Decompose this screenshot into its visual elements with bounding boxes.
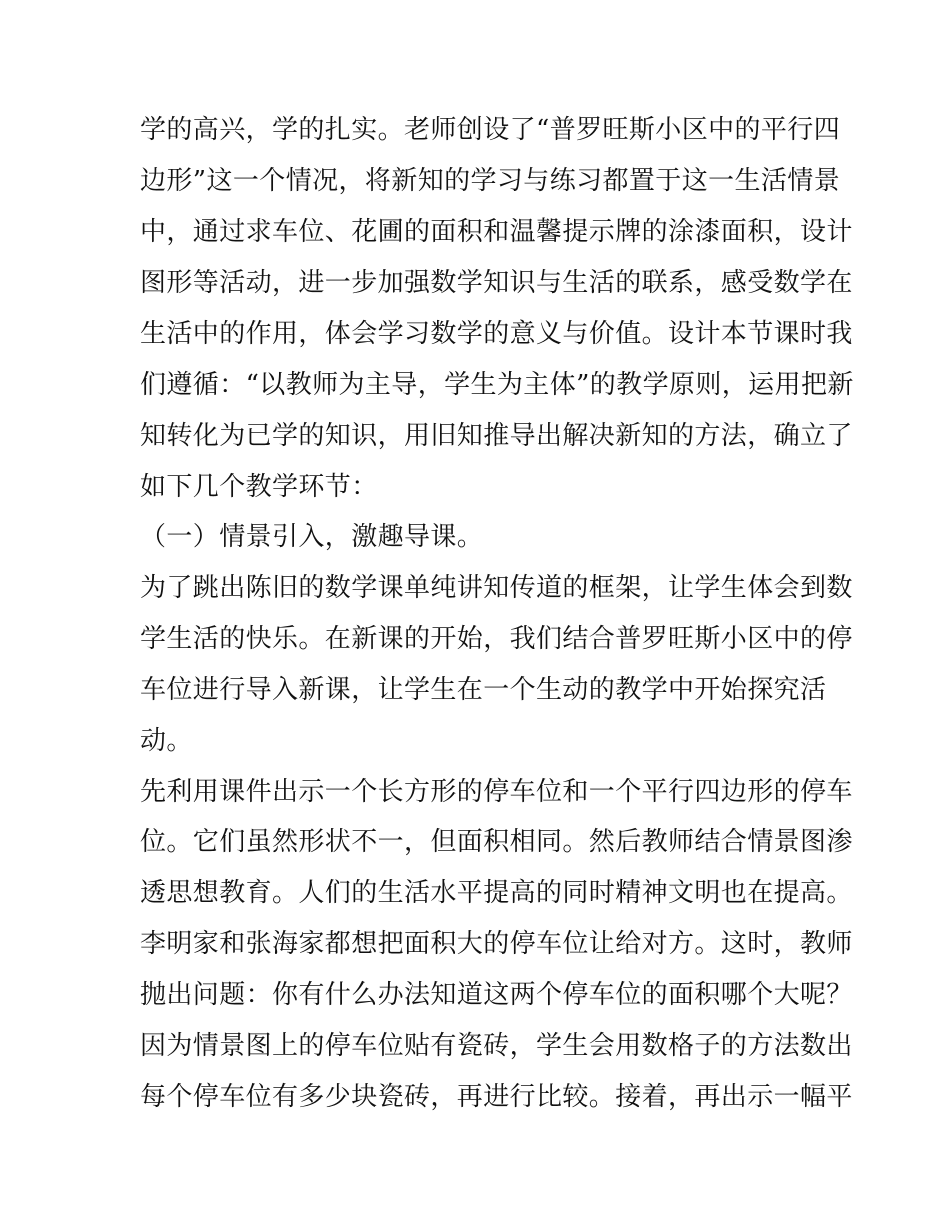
text-line: 每个停车位有多少块瓷砖，再进行比较。接着，再出示一幅平 bbox=[140, 1082, 853, 1112]
text-line: 学的高兴，学的扎实。老师创设了“普罗旺斯小区中的平行四 bbox=[140, 115, 841, 145]
text-line: 如下几个教学环节： bbox=[140, 472, 378, 502]
text-line: 车位进行导入新课，让学生在一个生动的教学中开始探究活 bbox=[140, 675, 827, 705]
text-line: 透思想教育。人们的生活水平提高的同时精神文明也在提高。 bbox=[140, 878, 853, 908]
text-line: 位。它们虽然形状不一，但面积相同。然后教师结合情景图渗 bbox=[140, 827, 853, 857]
text-line: 边形”这一个情况，将新知的学习与练习都置于这一生活情景 bbox=[140, 166, 841, 196]
text-line: 们遵循：“以教师为主导，学生为主体”的教学原则，运用把新 bbox=[140, 370, 854, 400]
text-line: 图形等活动，进一步加强数学知识与生活的联系，感受数学在 bbox=[140, 268, 853, 298]
section-heading: （一）情景引入，激趣导课。 bbox=[140, 522, 484, 552]
text-line: 中，通过求车位、花圃的面积和温馨提示牌的涂漆面积，设计 bbox=[140, 217, 853, 247]
text-line: 学生活的快乐。在新课的开始，我们结合普罗旺斯小区中的停 bbox=[140, 624, 853, 654]
text-line: 知转化为已学的知识，用旧知推导出解决新知的方法，确立了 bbox=[140, 421, 853, 451]
text-line: 因为情景图上的停车位贴有瓷砖，学生会用数格子的方法数出 bbox=[140, 1031, 853, 1061]
text-line: 李明家和张海家都想把面积大的停车位让给对方。这时，教师 bbox=[140, 929, 853, 959]
text-line: 动。 bbox=[140, 726, 193, 756]
text-line: 生活中的作用，体会学习数学的意义与价值。设计本节课时我 bbox=[140, 319, 853, 349]
text-line: 为了跳出陈旧的数学课单纯讲知传道的框架，让学生体会到数 bbox=[140, 573, 853, 603]
text-line: 先利用课件出示一个长方形的停车位和一个平行四边形的停车 bbox=[140, 777, 853, 807]
text-line: 抛出问题：你有什么办法知道这两个停车位的面积哪个大呢？ bbox=[140, 980, 853, 1010]
